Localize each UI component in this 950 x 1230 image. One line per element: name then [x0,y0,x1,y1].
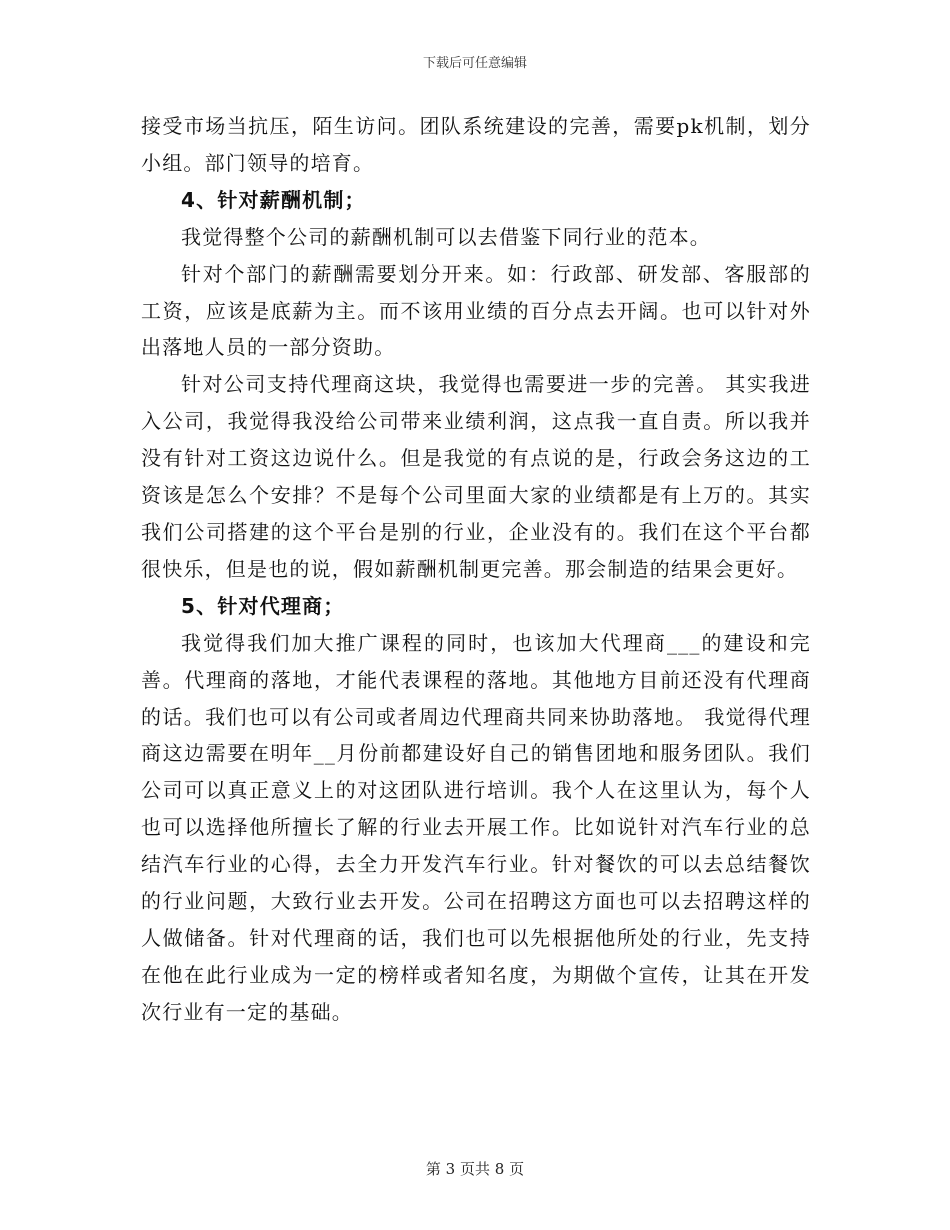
section-heading: 4、针对薪酬机制； [181,187,366,212]
paragraph: 接受市场当抗压，陌生访问。团队系统建设的完善，需要pk机制，划分小组。部门领导的培育。 [141,114,811,175]
section-heading: 5、针对代理商； [181,593,345,618]
paragraph: 我觉得我们加大推广课程的同时，也该加大代理商___的建设和完善。代理商的落地，才能代表课程的落地。其他地方目前还没有代理商的话。我们也可以有公司或者周边代理商共同来协助落地。 我觉得代理商这边需要在明年__月份前都建设好自己的销售团地和服务团队。我们公司可以真正意义上的对这团队进行培训。我个人在这里认为，每个人也可以选择他所擅长了解的行业去开展工作。比如说针对汽车行业的总结汽车行业的心得，去全力开发汽车行业。针对餐饮的可以去总结餐饮的行业问题，大致行业去开发。公司在招聘这方面也可以去招聘这样的人做储备。针对代理商的话，我们也可以先根据他所处的行业，先支持在他在此行业成为一定的榜样或者知名度，为期做个宣传，让其在开发次行业有一定的基础。 [141,630,811,1024]
paragraph: 我觉得整个公司的薪酬机制可以去借鉴下同行业的范本。 [181,224,711,249]
paragraph: 针对个部门的薪酬需要划分开来。如：行政部、研发部、客服部的工资，应该是底薪为主。而不该用业绩的百分点去开阔。也可以针对外出落地人员的一部分资助。 [141,261,811,360]
page-header: 下载后可任意编辑 [422,56,527,71]
page-footer: 第 3 页共 8 页 [425,1160,525,1178]
document-body [141,108,811,1031]
paragraph: 针对公司支持代理商这块，我觉得也需要进一步的完善。 其实我进入公司，我觉得我没给公司带来业绩利润，这点我一直自责。所以我并没有针对工资这边说什么。但是我觉的有点说的是，行政会务这边的工资该是怎么个安排？不是每个公司里面大家的业绩都是有上万的。其实我们公司搭建的这个平台是别的行业，企业没有的。我们在这个平台都很快乐，但是也的说，假如薪酬机制更完善。那会制造的结果会更好。 [141,372,811,581]
